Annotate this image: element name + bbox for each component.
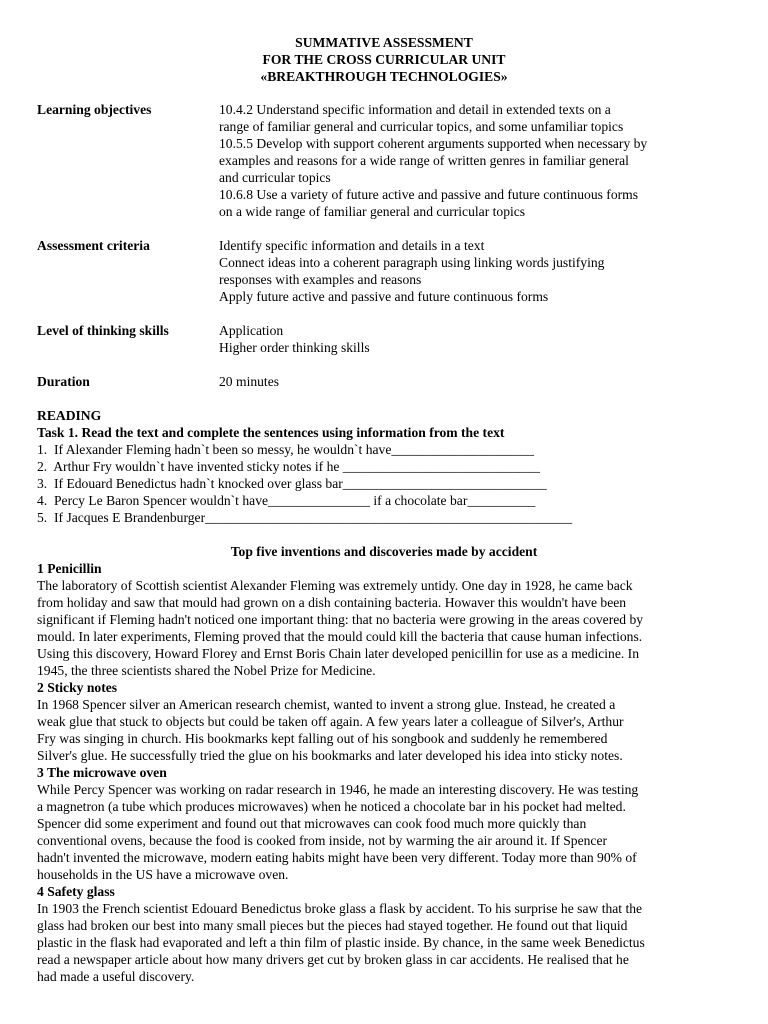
task-item: 1. If Alexander Fleming hadn`t been so messy, he wouldn`t have_____________________ [37, 442, 535, 457]
header-line-2: FOR THE CROSS CURRICULAR UNIT [262, 52, 506, 67]
assessment-meta [37, 101, 731, 390]
objectives-label: Learning objectives [37, 102, 152, 117]
duration-value: 20 minutes [219, 374, 280, 389]
objectives-row [37, 101, 731, 220]
article-title: Top five inventions and discoveries made by accident [230, 544, 538, 559]
paragraph-line: Silver's glue. He successfully tried the glue on his bookmarks and later developed his idea into sticky notes. [37, 748, 623, 763]
criteria-text [219, 237, 731, 305]
paragraph-line: 1945, the three scientists shared the Nobel Prize for Medicine. [37, 663, 376, 678]
task-item: 4. Percy Le Baron Spencer wouldn`t have_______________ if a chocolate bar__________ [37, 493, 536, 508]
thinking-line: Application [219, 323, 284, 338]
objective-line: on a wide range of familiar general and curricular topics [219, 204, 526, 219]
paragraph-line: The laboratory of Scottish scientist Alexander Fleming was extremely untidy. One day in 1928, he came back [37, 578, 633, 593]
paragraph-line: mould. In later experiments, Fleming proved that the mould could kill the bacteria that cause human infections. [37, 629, 643, 644]
section-heading: 2 Sticky notes [37, 680, 118, 695]
thinking-line: Higher order thinking skills [219, 340, 370, 355]
section-heading: 4 Safety glass [37, 884, 115, 899]
paragraph-line: from holiday and saw that mould had grown on a dish containing bacteria. Howaver this wouldn't have been [37, 595, 627, 610]
paragraph-line: While Percy Spencer was working on radar research in 1946, he made an interesting discovery. He was testing [37, 782, 639, 797]
paragraph-line: a magnetron (a tube which produces microwaves) when he noticed a chocolate bar in his pocket had melted. [37, 799, 626, 814]
section-paragraph [37, 577, 731, 679]
paragraph-line: In 1968 Spencer silver an American research chemist, wanted to invent a strong glue. Instead, he created a [37, 697, 616, 712]
criteria-line: Apply future active and passive and future continuous forms [219, 289, 549, 304]
objective-line: range of familiar general and curricular topics, and some unfamiliar topics [219, 119, 624, 134]
section-paragraph [37, 900, 731, 985]
objective-line: and curricular topics [219, 170, 331, 185]
duration-label: Duration [37, 374, 90, 389]
duration-row [37, 373, 731, 390]
objectives-text [219, 101, 731, 220]
criteria-line: responses with examples and reasons [219, 272, 422, 287]
reading-section [37, 407, 731, 526]
objective-line: 10.6.8 Use a variety of future active and passive and future continuous forms [219, 187, 639, 202]
paragraph-line: households in the US have a microwave oven. [37, 867, 289, 882]
header-line-1: SUMMATIVE ASSESSMENT [295, 35, 473, 50]
section-paragraph [37, 781, 731, 883]
objective-line: examples and reasons for a wide range of written genres in familiar general [219, 153, 629, 168]
paragraph-line: In 1903 the French scientist Edouard Benedictus broke glass a flask by accident. To his surprise he saw that the [37, 901, 643, 916]
paragraph-line: Using this discovery, Howard Florey and Ernst Boris Chain later developed penicillin for use as a medicine. In [37, 646, 640, 661]
objective-line: 10.4.2 Understand specific information and detail in extended texts on a [219, 102, 611, 117]
paragraph-line: significant if Fleming hadn't noticed one important thing: that no bacteria were growing in the areas covered by [37, 612, 644, 627]
section-heading: 3 The microwave oven [37, 765, 167, 780]
document-page [37, 34, 731, 985]
paragraph-line: hadn't invented the microwave, modern eating habits might have been very different. Today more than 90% of [37, 850, 637, 865]
section-paragraph [37, 696, 731, 764]
criteria-line: Identify specific information and details in a text [219, 238, 485, 253]
document-header [37, 34, 731, 85]
header-line-3: «BREAKTHROUGH TECHNOLOGIES» [260, 69, 508, 84]
article-body [37, 560, 731, 985]
criteria-row [37, 237, 731, 305]
paragraph-line: weak glue that stuck to objects but could be taken off again. A few years later a colleague of Silver's, Arthur [37, 714, 624, 729]
paragraph-line: plastic in the flask had evaporated and left a thin film of plastic inside. By chance, in the same week Benedictus [37, 935, 645, 950]
paragraph-line: had made a useful discovery. [37, 969, 195, 984]
task-item: 3. If Edouard Benedictus hadn`t knocked over glass bar______________________________ [37, 476, 547, 491]
paragraph-line: conventional ovens, because the food is cooked from inside, not by warming the air around it. If Spencer [37, 833, 608, 848]
objective-line: 10.5.5 Develop with support coherent arguments supported when necessary by [219, 136, 648, 151]
reading-heading: READING [37, 408, 102, 423]
task-item: 2. Arthur Fry wouldn`t have invented sticky notes if he _____________________________ [37, 459, 540, 474]
paragraph-line: glass had broken our best into many small pieces but the pieces had stayed together. He found out that liquid [37, 918, 628, 933]
thinking-label: Level of thinking skills [37, 323, 169, 338]
task-item: 5. If Jacques E Brandenburger______________________________________________________ [37, 510, 573, 525]
criteria-label: Assessment criteria [37, 238, 150, 253]
section-heading: 1 Penicillin [37, 561, 102, 576]
paragraph-line: Fry was singing in church. His bookmarks kept falling out of his songbook and suddenly he remembered [37, 731, 608, 746]
paragraph-line: Spencer did some experiment and found out that microwaves can cook food much more quickly than [37, 816, 587, 831]
criteria-line: Connect ideas into a coherent paragraph using linking words justifying [219, 255, 605, 270]
paragraph-line: read a newspaper article about how many drivers get cut by broken glass in car accidents. He realised that he [37, 952, 629, 967]
task-instruction: Task 1. Read the text and complete the sentences using information from the text [37, 425, 505, 440]
thinking-text [219, 322, 731, 356]
thinking-row [37, 322, 731, 356]
